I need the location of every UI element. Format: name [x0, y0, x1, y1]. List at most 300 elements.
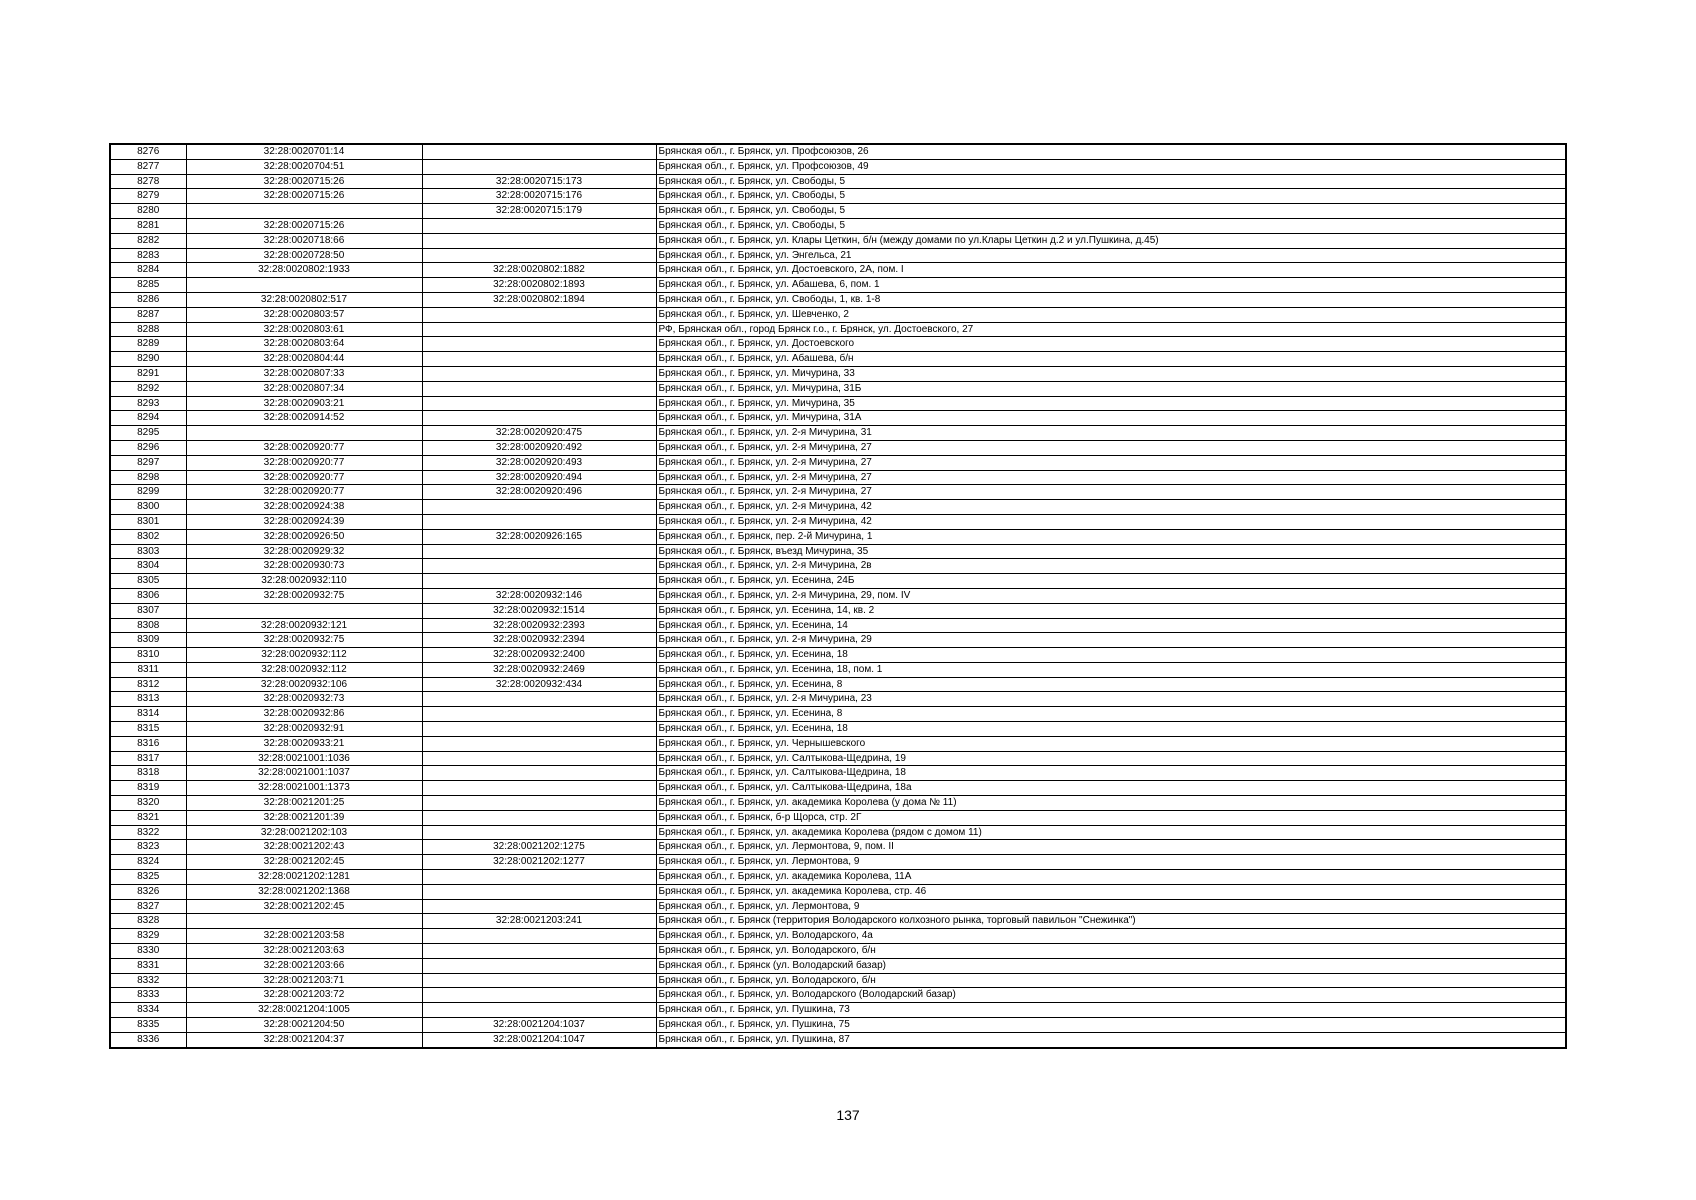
row-number-cell: 8296 — [110, 440, 186, 455]
address-cell: Брянская обл., г. Брянск (территория Володарского колхозного рынка, торговый павильон "Снежинка") — [656, 914, 1566, 929]
table-row — [110, 263, 1566, 278]
row-number-cell: 8283 — [110, 248, 186, 263]
table-row — [110, 574, 1566, 589]
object-cadastral-number-cell — [422, 248, 656, 263]
land-cadastral-number-cell: 32:28:0020920:77 — [186, 470, 422, 485]
address-cell: Брянская обл., г. Брянск, ул. Есенина, 18 — [656, 648, 1566, 663]
address-cell: Брянская обл., г. Брянск, ул. Володарского (Володарский базар) — [656, 988, 1566, 1003]
table-row — [110, 455, 1566, 470]
row-number-cell: 8297 — [110, 455, 186, 470]
land-cadastral-number-cell: 32:28:0021001:1373 — [186, 781, 422, 796]
object-cadastral-number-cell — [422, 218, 656, 233]
address-cell: Брянская обл., г. Брянск, ул. 2-я Мичурина, 27 — [656, 455, 1566, 470]
address-cell: Брянская обл., г. Брянск, ул. Есенина, 8 — [656, 677, 1566, 692]
address-cell: Брянская обл., г. Брянск, ул. Достоевского, 2А, пом. I — [656, 263, 1566, 278]
address-cell: Брянская обл., г. Брянск, ул. Свободы, 1, кв. 1-8 — [656, 292, 1566, 307]
object-cadastral-number-cell — [422, 810, 656, 825]
land-cadastral-number-cell: 32:28:0021203:71 — [186, 973, 422, 988]
object-cadastral-number-cell: 32:28:0020932:146 — [422, 588, 656, 603]
table-row — [110, 248, 1566, 263]
registry-table-body — [110, 144, 1566, 1048]
object-cadastral-number-cell — [422, 574, 656, 589]
row-number-cell: 8331 — [110, 958, 186, 973]
object-cadastral-number-cell: 32:28:0020802:1893 — [422, 278, 656, 293]
address-cell: Брянская обл., г. Брянск, ул. 2-я Мичурина, 27 — [656, 440, 1566, 455]
object-cadastral-number-cell: 32:28:0020920:496 — [422, 485, 656, 500]
object-cadastral-number-cell — [422, 144, 656, 159]
row-number-cell: 8315 — [110, 722, 186, 737]
address-cell: Брянская обл., г. Брянск, ул. 2-я Мичурина, 42 — [656, 514, 1566, 529]
object-cadastral-number-cell: 32:28:0020932:2469 — [422, 662, 656, 677]
table-row — [110, 958, 1566, 973]
address-cell: Брянская обл., г. Брянск, ул. Салтыкова-Щедрина, 19 — [656, 751, 1566, 766]
row-number-cell: 8298 — [110, 470, 186, 485]
row-number-cell: 8325 — [110, 870, 186, 885]
row-number-cell: 8280 — [110, 204, 186, 219]
object-cadastral-number-cell: 32:28:0020932:1514 — [422, 603, 656, 618]
land-cadastral-number-cell: 32:28:0020926:50 — [186, 529, 422, 544]
land-cadastral-number-cell: 32:28:0020924:39 — [186, 514, 422, 529]
table-row — [110, 914, 1566, 929]
object-cadastral-number-cell — [422, 929, 656, 944]
table-row — [110, 825, 1566, 840]
land-cadastral-number-cell: 32:28:0021204:37 — [186, 1032, 422, 1047]
land-cadastral-number-cell: 32:28:0020802:517 — [186, 292, 422, 307]
row-number-cell: 8318 — [110, 766, 186, 781]
row-number-cell: 8291 — [110, 366, 186, 381]
address-cell: Брянская обл., г. Брянск, ул. Свободы, 5 — [656, 189, 1566, 204]
table-row — [110, 736, 1566, 751]
object-cadastral-number-cell — [422, 352, 656, 367]
row-number-cell: 8310 — [110, 648, 186, 663]
table-row — [110, 633, 1566, 648]
object-cadastral-number-cell — [422, 411, 656, 426]
land-cadastral-number-cell: 32:28:0021001:1037 — [186, 766, 422, 781]
table-row — [110, 781, 1566, 796]
row-number-cell: 8302 — [110, 529, 186, 544]
row-number-cell: 8324 — [110, 855, 186, 870]
row-number-cell: 8332 — [110, 973, 186, 988]
row-number-cell: 8281 — [110, 218, 186, 233]
address-cell: РФ, Брянская обл., город Брянск г.о., г. Брянск, ул. Достоевского, 27 — [656, 322, 1566, 337]
table-row — [110, 381, 1566, 396]
row-number-cell: 8293 — [110, 396, 186, 411]
row-number-cell: 8306 — [110, 588, 186, 603]
land-cadastral-number-cell: 32:28:0020920:77 — [186, 455, 422, 470]
address-cell: Брянская обл., г. Брянск, ул. Лермонтова, 9 — [656, 899, 1566, 914]
land-cadastral-number-cell: 32:28:0021201:25 — [186, 796, 422, 811]
object-cadastral-number-cell: 32:28:0020932:434 — [422, 677, 656, 692]
table-row — [110, 500, 1566, 515]
table-row — [110, 722, 1566, 737]
land-cadastral-number-cell: 32:28:0020704:51 — [186, 159, 422, 174]
row-number-cell: 8279 — [110, 189, 186, 204]
address-cell: Брянская обл., г. Брянск, ул. Пушкина, 73 — [656, 1003, 1566, 1018]
address-cell: Брянская обл., г. Брянск, ул. Свободы, 5 — [656, 174, 1566, 189]
row-number-cell: 8335 — [110, 1018, 186, 1033]
land-cadastral-number-cell: 32:28:0020932:73 — [186, 692, 422, 707]
table-row — [110, 796, 1566, 811]
table-row — [110, 884, 1566, 899]
land-cadastral-number-cell: 32:28:0021203:72 — [186, 988, 422, 1003]
object-cadastral-number-cell: 32:28:0020715:179 — [422, 204, 656, 219]
land-cadastral-number-cell: 32:28:0021001:1036 — [186, 751, 422, 766]
table-row — [110, 840, 1566, 855]
table-row — [110, 366, 1566, 381]
land-cadastral-number-cell: 32:28:0020932:91 — [186, 722, 422, 737]
object-cadastral-number-cell — [422, 514, 656, 529]
address-cell: Брянская обл., г. Брянск, ул. 2-я Мичурина, 27 — [656, 485, 1566, 500]
table-row — [110, 426, 1566, 441]
address-cell: Брянская обл., г. Брянск, ул. Энгельса, 21 — [656, 248, 1566, 263]
object-cadastral-number-cell — [422, 944, 656, 959]
row-number-cell: 8300 — [110, 500, 186, 515]
land-cadastral-number-cell: 32:28:0020903:21 — [186, 396, 422, 411]
land-cadastral-number-cell: 32:28:0021203:66 — [186, 958, 422, 973]
object-cadastral-number-cell — [422, 500, 656, 515]
land-cadastral-number-cell: 32:28:0020803:57 — [186, 307, 422, 322]
table-row — [110, 174, 1566, 189]
land-cadastral-number-cell: 32:28:0020807:33 — [186, 366, 422, 381]
table-row — [110, 485, 1566, 500]
table-row — [110, 352, 1566, 367]
registry-table — [109, 143, 1567, 1049]
address-cell: Брянская обл., г. Брянск, ул. академика Королева (у дома № 11) — [656, 796, 1566, 811]
land-cadastral-number-cell: 32:28:0020715:26 — [186, 218, 422, 233]
table-row — [110, 677, 1566, 692]
table-row — [110, 544, 1566, 559]
address-cell: Брянская обл., г. Брянск, ул. академика Королева (рядом с домом 11) — [656, 825, 1566, 840]
object-cadastral-number-cell: 32:28:0021204:1037 — [422, 1018, 656, 1033]
address-cell: Брянская обл., г. Брянск, ул. Есенина, 24Б — [656, 574, 1566, 589]
object-cadastral-number-cell: 32:28:0020920:492 — [422, 440, 656, 455]
row-number-cell: 8305 — [110, 574, 186, 589]
land-cadastral-number-cell: 32:28:0020924:38 — [186, 500, 422, 515]
land-cadastral-number-cell: 32:28:0020701:14 — [186, 144, 422, 159]
address-cell: Брянская обл., г. Брянск, ул. Абашева, 6, пом. 1 — [656, 278, 1566, 293]
row-number-cell: 8290 — [110, 352, 186, 367]
row-number-cell: 8286 — [110, 292, 186, 307]
table-row — [110, 588, 1566, 603]
row-number-cell: 8304 — [110, 559, 186, 574]
address-cell: Брянская обл., г. Брянск, ул. Профсоюзов, 49 — [656, 159, 1566, 174]
address-cell: Брянская обл., г. Брянск, ул. Есенина, 18 — [656, 722, 1566, 737]
address-cell: Брянская обл., г. Брянск, ул. Лермонтова, 9, пом. II — [656, 840, 1566, 855]
object-cadastral-number-cell: 32:28:0020932:2393 — [422, 618, 656, 633]
object-cadastral-number-cell — [422, 1003, 656, 1018]
row-number-cell: 8329 — [110, 929, 186, 944]
address-cell: Брянская обл., г. Брянск, ул. 2-я Мичурина, 42 — [656, 500, 1566, 515]
table-row — [110, 810, 1566, 825]
address-cell: Брянская обл., г. Брянск, ул. Абашева, б/н — [656, 352, 1566, 367]
object-cadastral-number-cell — [422, 899, 656, 914]
row-number-cell: 8301 — [110, 514, 186, 529]
table-row — [110, 189, 1566, 204]
address-cell: Брянская обл., г. Брянск, ул. Свободы, 5 — [656, 204, 1566, 219]
table-row — [110, 292, 1566, 307]
row-number-cell: 8294 — [110, 411, 186, 426]
address-cell: Брянская обл., г. Брянск, ул. Свободы, 5 — [656, 218, 1566, 233]
row-number-cell: 8326 — [110, 884, 186, 899]
object-cadastral-number-cell: 32:28:0020715:176 — [422, 189, 656, 204]
row-number-cell: 8319 — [110, 781, 186, 796]
object-cadastral-number-cell: 32:28:0020920:475 — [422, 426, 656, 441]
table-row — [110, 618, 1566, 633]
object-cadastral-number-cell: 32:28:0020920:494 — [422, 470, 656, 485]
land-cadastral-number-cell: 32:28:0021203:63 — [186, 944, 422, 959]
row-number-cell: 8308 — [110, 618, 186, 633]
land-cadastral-number-cell: 32:28:0020802:1933 — [186, 263, 422, 278]
address-cell: Брянская обл., г. Брянск, ул. 2-я Мичурина, 29, пом. IV — [656, 588, 1566, 603]
object-cadastral-number-cell — [422, 973, 656, 988]
object-cadastral-number-cell: 32:28:0021202:1275 — [422, 840, 656, 855]
table-row — [110, 559, 1566, 574]
land-cadastral-number-cell: 32:28:0020715:26 — [186, 189, 422, 204]
row-number-cell: 8334 — [110, 1003, 186, 1018]
table-row — [110, 870, 1566, 885]
land-cadastral-number-cell: 32:28:0020932:112 — [186, 648, 422, 663]
table-row — [110, 470, 1566, 485]
land-cadastral-number-cell: 32:28:0020728:50 — [186, 248, 422, 263]
object-cadastral-number-cell — [422, 707, 656, 722]
table-row — [110, 751, 1566, 766]
land-cadastral-number-cell: 32:28:0020803:64 — [186, 337, 422, 352]
row-number-cell: 8311 — [110, 662, 186, 677]
table-row — [110, 855, 1566, 870]
land-cadastral-number-cell: 32:28:0020715:26 — [186, 174, 422, 189]
object-cadastral-number-cell: 32:28:0020932:2394 — [422, 633, 656, 648]
land-cadastral-number-cell: 32:28:0021202:43 — [186, 840, 422, 855]
row-number-cell: 8276 — [110, 144, 186, 159]
table-row — [110, 514, 1566, 529]
table-row — [110, 529, 1566, 544]
row-number-cell: 8314 — [110, 707, 186, 722]
land-cadastral-number-cell: 32:28:0020929:32 — [186, 544, 422, 559]
address-cell: Брянская обл., г. Брянск, ул. Профсоюзов, 26 — [656, 144, 1566, 159]
address-cell: Брянская обл., г. Брянск, ул. академика Королева, 11А — [656, 870, 1566, 885]
address-cell: Брянская обл., г. Брянск, ул. Клары Цеткин, б/н (между домами по ул.Клары Цеткин д.2 и ул.Пушкина, д.45) — [656, 233, 1566, 248]
object-cadastral-number-cell: 32:28:0020926:165 — [422, 529, 656, 544]
row-number-cell: 8316 — [110, 736, 186, 751]
land-cadastral-number-cell: 32:28:0021202:1368 — [186, 884, 422, 899]
land-cadastral-number-cell — [186, 204, 422, 219]
table-row — [110, 1032, 1566, 1047]
address-cell: Брянская обл., г. Брянск, ул. Есенина, 18, пом. 1 — [656, 662, 1566, 677]
row-number-cell: 8287 — [110, 307, 186, 322]
land-cadastral-number-cell: 32:28:0020932:75 — [186, 633, 422, 648]
table-row — [110, 144, 1566, 159]
address-cell: Брянская обл., г. Брянск, ул. Достоевского — [656, 337, 1566, 352]
table-row — [110, 204, 1566, 219]
object-cadastral-number-cell — [422, 692, 656, 707]
land-cadastral-number-cell: 32:28:0020930:73 — [186, 559, 422, 574]
address-cell: Брянская обл., г. Брянск, ул. Мичурина, 35 — [656, 396, 1566, 411]
address-cell: Брянская обл., г. Брянск, пер. 2-й Мичурина, 1 — [656, 529, 1566, 544]
table-row — [110, 322, 1566, 337]
land-cadastral-number-cell: 32:28:0020932:110 — [186, 574, 422, 589]
table-row — [110, 944, 1566, 959]
land-cadastral-number-cell: 32:28:0021202:45 — [186, 899, 422, 914]
object-cadastral-number-cell — [422, 396, 656, 411]
row-number-cell: 8277 — [110, 159, 186, 174]
address-cell: Брянская обл., г. Брянск, ул. Мичурина, 31Б — [656, 381, 1566, 396]
row-number-cell: 8313 — [110, 692, 186, 707]
address-cell: Брянская обл., г. Брянск, ул. 2-я Мичурина, 23 — [656, 692, 1566, 707]
object-cadastral-number-cell: 32:28:0021203:241 — [422, 914, 656, 929]
land-cadastral-number-cell: 32:28:0021202:1281 — [186, 870, 422, 885]
table-row — [110, 278, 1566, 293]
land-cadastral-number-cell: 32:28:0020804:44 — [186, 352, 422, 367]
address-cell: Брянская обл., г. Брянск, ул. Володарского, 4а — [656, 929, 1566, 944]
table-row — [110, 973, 1566, 988]
object-cadastral-number-cell — [422, 766, 656, 781]
object-cadastral-number-cell — [422, 307, 656, 322]
land-cadastral-number-cell: 32:28:0021202:45 — [186, 855, 422, 870]
address-cell: Брянская обл., г. Брянск, ул. Салтыкова-Щедрина, 18а — [656, 781, 1566, 796]
table-row — [110, 707, 1566, 722]
table-row — [110, 603, 1566, 618]
object-cadastral-number-cell — [422, 322, 656, 337]
land-cadastral-number-cell: 32:28:0020718:66 — [186, 233, 422, 248]
object-cadastral-number-cell: 32:28:0020802:1894 — [422, 292, 656, 307]
land-cadastral-number-cell: 32:28:0020932:112 — [186, 662, 422, 677]
address-cell: Брянская обл., г. Брянск, ул. Салтыкова-Щедрина, 18 — [656, 766, 1566, 781]
object-cadastral-number-cell — [422, 781, 656, 796]
table-row — [110, 1018, 1566, 1033]
object-cadastral-number-cell: 32:28:0020715:173 — [422, 174, 656, 189]
address-cell: Брянская обл., г. Брянск, ул. 2-я Мичурина, 31 — [656, 426, 1566, 441]
land-cadastral-number-cell: 32:28:0020932:86 — [186, 707, 422, 722]
table-row — [110, 692, 1566, 707]
table-row — [110, 233, 1566, 248]
row-number-cell: 8327 — [110, 899, 186, 914]
address-cell: Брянская обл., г. Брянск, ул. 2-я Мичурина, 27 — [656, 470, 1566, 485]
object-cadastral-number-cell — [422, 736, 656, 751]
land-cadastral-number-cell: 32:28:0020932:106 — [186, 677, 422, 692]
land-cadastral-number-cell: 32:28:0021202:103 — [186, 825, 422, 840]
land-cadastral-number-cell: 32:28:0020932:121 — [186, 618, 422, 633]
row-number-cell: 8322 — [110, 825, 186, 840]
land-cadastral-number-cell — [186, 914, 422, 929]
address-cell: Брянская обл., г. Брянск, ул. 2-я Мичурина, 29 — [656, 633, 1566, 648]
table-row — [110, 411, 1566, 426]
table-row — [110, 899, 1566, 914]
address-cell: Брянская обл., г. Брянск, ул. Пушкина, 75 — [656, 1018, 1566, 1033]
row-number-cell: 8333 — [110, 988, 186, 1003]
land-cadastral-number-cell: 32:28:0021203:58 — [186, 929, 422, 944]
row-number-cell: 8328 — [110, 914, 186, 929]
address-cell: Брянская обл., г. Брянск, ул. Есенина, 8 — [656, 707, 1566, 722]
object-cadastral-number-cell — [422, 381, 656, 396]
row-number-cell: 8289 — [110, 337, 186, 352]
row-number-cell: 8303 — [110, 544, 186, 559]
address-cell: Брянская обл., г. Брянск, ул. Володарского, б/н — [656, 944, 1566, 959]
row-number-cell: 8295 — [110, 426, 186, 441]
row-number-cell: 8285 — [110, 278, 186, 293]
table-row — [110, 766, 1566, 781]
land-cadastral-number-cell: 32:28:0021204:50 — [186, 1018, 422, 1033]
row-number-cell: 8284 — [110, 263, 186, 278]
object-cadastral-number-cell — [422, 796, 656, 811]
object-cadastral-number-cell: 32:28:0021202:1277 — [422, 855, 656, 870]
object-cadastral-number-cell — [422, 559, 656, 574]
table-row — [110, 159, 1566, 174]
object-cadastral-number-cell — [422, 159, 656, 174]
row-number-cell: 8317 — [110, 751, 186, 766]
table-row — [110, 307, 1566, 322]
address-cell: Брянская обл., г. Брянск (ул. Володарский базар) — [656, 958, 1566, 973]
land-cadastral-number-cell — [186, 603, 422, 618]
row-number-cell: 8299 — [110, 485, 186, 500]
address-cell: Брянская обл., г. Брянск, ул. академика Королева, стр. 46 — [656, 884, 1566, 899]
object-cadastral-number-cell — [422, 988, 656, 1003]
row-number-cell: 8307 — [110, 603, 186, 618]
table-row — [110, 396, 1566, 411]
land-cadastral-number-cell: 32:28:0020932:75 — [186, 588, 422, 603]
page-number: 137 — [836, 1107, 860, 1123]
address-cell: Брянская обл., г. Брянск, ул. Володарского, б/н — [656, 973, 1566, 988]
address-cell: Брянская обл., г. Брянск, ул. Чернышевского — [656, 736, 1566, 751]
object-cadastral-number-cell — [422, 870, 656, 885]
land-cadastral-number-cell: 32:28:0020803:61 — [186, 322, 422, 337]
row-number-cell: 8330 — [110, 944, 186, 959]
address-cell: Брянская обл., г. Брянск, ул. Лермонтова, 9 — [656, 855, 1566, 870]
address-cell: Брянская обл., г. Брянск, ул. Шевченко, 2 — [656, 307, 1566, 322]
object-cadastral-number-cell: 32:28:0020920:493 — [422, 455, 656, 470]
table-row — [110, 648, 1566, 663]
row-number-cell: 8312 — [110, 677, 186, 692]
address-cell: Брянская обл., г. Брянск, ул. Есенина, 14 — [656, 618, 1566, 633]
land-cadastral-number-cell — [186, 278, 422, 293]
table-row — [110, 988, 1566, 1003]
object-cadastral-number-cell — [422, 366, 656, 381]
land-cadastral-number-cell: 32:28:0020914:52 — [186, 411, 422, 426]
object-cadastral-number-cell: 32:28:0021204:1047 — [422, 1032, 656, 1047]
row-number-cell: 8288 — [110, 322, 186, 337]
object-cadastral-number-cell — [422, 544, 656, 559]
table-row — [110, 929, 1566, 944]
object-cadastral-number-cell: 32:28:0020932:2400 — [422, 648, 656, 663]
address-cell: Брянская обл., г. Брянск, ул. Пушкина, 87 — [656, 1032, 1566, 1047]
land-cadastral-number-cell: 32:28:0020807:34 — [186, 381, 422, 396]
address-cell: Брянская обл., г. Брянск, въезд Мичурина, 35 — [656, 544, 1566, 559]
object-cadastral-number-cell — [422, 884, 656, 899]
row-number-cell: 8282 — [110, 233, 186, 248]
address-cell: Брянская обл., г. Брянск, ул. Мичурина, 31А — [656, 411, 1566, 426]
row-number-cell: 8321 — [110, 810, 186, 825]
table-row — [110, 662, 1566, 677]
land-cadastral-number-cell: 32:28:0021201:39 — [186, 810, 422, 825]
land-cadastral-number-cell: 32:28:0020933:21 — [186, 736, 422, 751]
land-cadastral-number-cell: 32:28:0021204:1005 — [186, 1003, 422, 1018]
object-cadastral-number-cell — [422, 722, 656, 737]
land-cadastral-number-cell — [186, 426, 422, 441]
object-cadastral-number-cell — [422, 233, 656, 248]
address-cell: Брянская обл., г. Брянск, ул. Мичурина, 33 — [656, 366, 1566, 381]
row-number-cell: 8278 — [110, 174, 186, 189]
object-cadastral-number-cell — [422, 751, 656, 766]
land-cadastral-number-cell: 32:28:0020920:77 — [186, 440, 422, 455]
row-number-cell: 8320 — [110, 796, 186, 811]
row-number-cell: 8292 — [110, 381, 186, 396]
table-row — [110, 440, 1566, 455]
object-cadastral-number-cell — [422, 337, 656, 352]
table-row — [110, 337, 1566, 352]
address-cell: Брянская обл., г. Брянск, б-р Щорса, стр. 2Г — [656, 810, 1566, 825]
row-number-cell: 8323 — [110, 840, 186, 855]
land-cadastral-number-cell: 32:28:0020920:77 — [186, 485, 422, 500]
row-number-cell: 8309 — [110, 633, 186, 648]
